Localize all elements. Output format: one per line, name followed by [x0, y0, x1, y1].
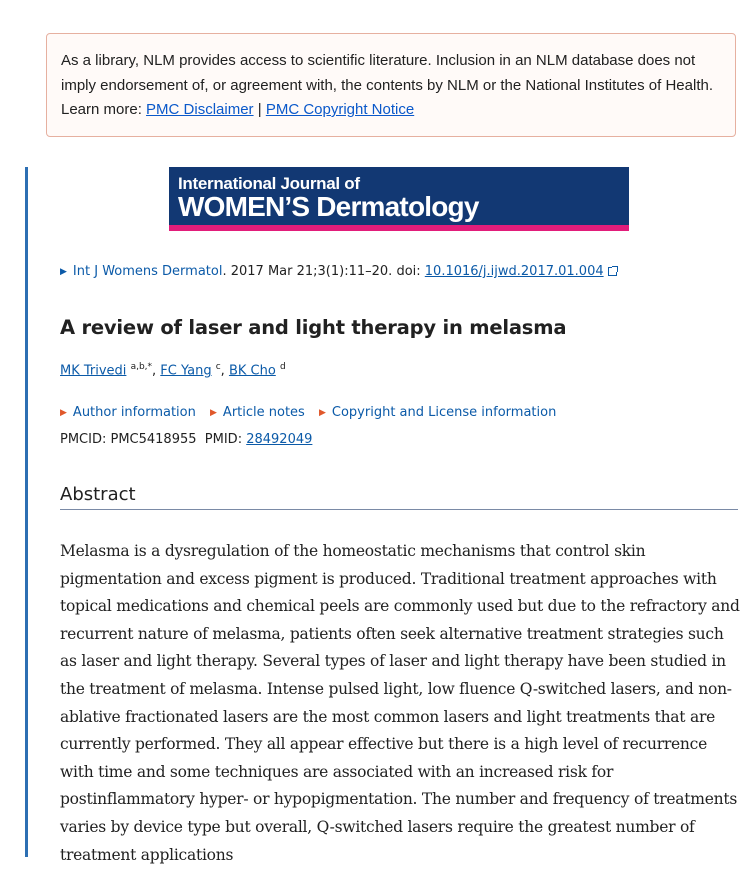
link-separator: |: [257, 101, 262, 118]
author-list: MK Trivedi $^{a,b,*}$, FC Yang $^c$, BK Cho $^d$: [60, 362, 286, 379]
author-link-yang[interactable]: FC Yang: [160, 363, 212, 379]
triangle-right-icon: ▶: [60, 408, 67, 418]
pmc-disclaimer-link[interactable]: PMC Disclaimer: [146, 101, 254, 118]
author-affiliation-sup[interactable]: d: [279, 362, 286, 372]
learn-more-label: Learn more:: [61, 101, 142, 118]
pmc-copyright-link[interactable]: PMC Copyright Notice: [265, 101, 415, 118]
notice-text: As a library, NLM provides access to scientific literature. Inclusion in an NLM database does not imply endorsement of, or agreement with, the contents by NLM or the National Institutes of Health.: [61, 52, 713, 94]
citation-details: . 2017 Mar 21;3(1):11–20. doi:: [222, 264, 425, 279]
pmid-label: PMID:: [204, 432, 243, 447]
library-notice: [46, 33, 736, 137]
copyright-license-toggle[interactable]: Copyright and License information: [331, 405, 557, 420]
author-affiliation-sup[interactable]: a,b,*: [130, 362, 153, 372]
abstract-text: Melasma is a dysregulation of the homeostatic mechanisms that control skin pigmentation and excess pigment is produced. Traditional treatment approaches with topical medications and chemical peels are commonly used but due to the refractory and recurrent nature of melasma, patients often seek alternative treatment strategies such as laser and light therapy. Several types of laser and light therapy have been studied in the treatment of melasma. Intense pulsed light, low fluence Q-switched lasers, and non-ablative fractionated lasers are the most common lasers and light treatments that are currently performed. They all appear effective but there is a high level of recurrence with time and some techniques are associated with an increased risk for postinflammatory hyper- or hypopigmentation. The number and frequency of treatments varies by device type but overall, Q-switched lasers require the greatest number of treatment applications: [60, 542, 740, 864]
doi-link[interactable]: 10.1016/j.ijwd.2017.01.004: [424, 264, 604, 279]
abstract-heading: Abstract: [60, 484, 136, 505]
triangle-right-icon: ▶: [318, 408, 326, 418]
article-left-border: [25, 167, 28, 857]
journal-name-button[interactable]: Int J Womens Dermatol: [72, 264, 223, 279]
article-title: A review of laser and light therapy in melasma: [60, 316, 567, 339]
author-link-trivedi[interactable]: MK Trivedi: [60, 363, 127, 379]
journal-banner-line2: WOMEN’S Dermatology: [178, 191, 479, 222]
external-link-icon: [608, 267, 617, 276]
article-notes-toggle[interactable]: Article notes: [222, 405, 305, 420]
citation-line: [60, 264, 617, 279]
abstract-divider: [60, 509, 738, 510]
article-info-toggles: [60, 405, 566, 420]
pmid-link[interactable]: 28492049: [246, 432, 313, 447]
triangle-right-icon: ▶: [210, 408, 217, 418]
pmcid-label: PMCID: PMC5418955: [60, 432, 197, 447]
author-affiliation-sup[interactable]: c: [215, 362, 221, 372]
triangle-right-icon[interactable]: ▶: [60, 267, 67, 277]
author-link-cho[interactable]: BK Cho: [228, 363, 276, 379]
author-information-toggle[interactable]: Author information: [72, 405, 196, 420]
journal-banner-logo[interactable]: [169, 167, 629, 231]
journal-banner-line1: International Journal of: [178, 174, 360, 193]
article-identifiers: [60, 432, 312, 447]
